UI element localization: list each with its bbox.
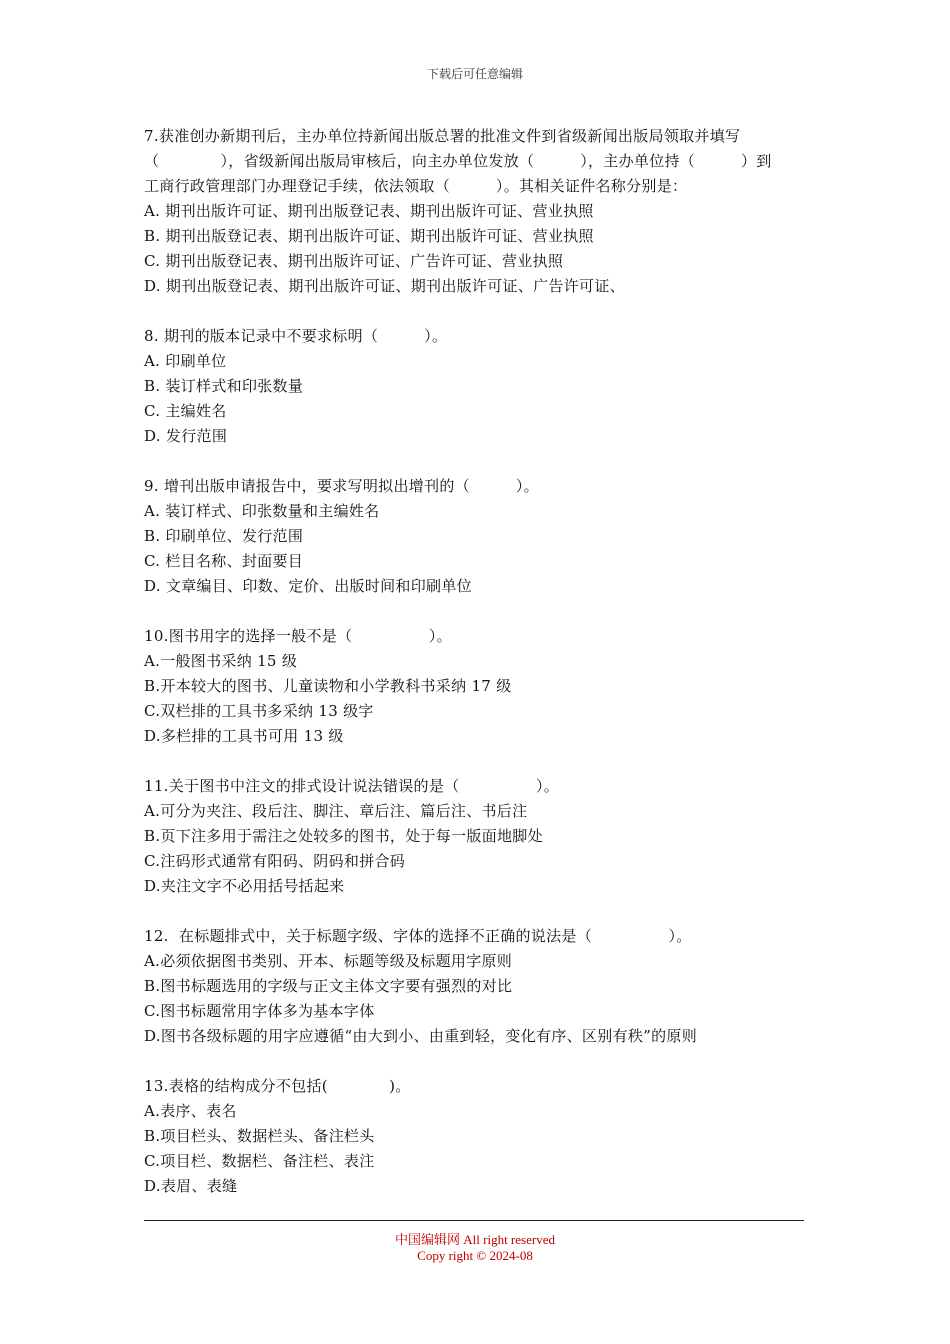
answer-option: D. 文章编目、印数、定价、出版时间和印刷单位 (144, 577, 472, 595)
answer-option: D. 发行范围 (144, 427, 228, 445)
question-stem-line: 11.关于图书中注文的排式设计说法错误的是（ ）。 (144, 777, 560, 795)
answer-option: D.表眉、表缝 (144, 1177, 238, 1195)
footer-divider (144, 1220, 804, 1221)
question-list (144, 124, 806, 1224)
answer-option: C. 主编姓名 (144, 402, 227, 420)
answer-option: D.多栏排的工具书可用 13 级 (144, 727, 344, 745)
answer-option: C. 栏目名称、封面要目 (144, 552, 304, 570)
answer-option: C.双栏排的工具书多采纳 13 级字 (144, 702, 374, 720)
question-stem-line: （ ），省级新闻出版局审核后，向主办单位发放（ ），主办单位持（ ）到 (144, 152, 772, 170)
question-block (144, 324, 806, 449)
question-block (144, 124, 806, 299)
question-stem-line: 12. 在标题排式中，关于标题字级、字体的选择不正确的说法是（ ）。 (144, 927, 692, 945)
answer-option: D.夹注文字不必用括号括起来 (144, 877, 345, 895)
answer-option: B.页下注多用于需注之处较多的图书，处于每一版面地脚处 (144, 827, 543, 845)
footer-date: Copy right © 2024-08 (417, 1248, 533, 1263)
question-stem-line: 工商行政管理部门办理登记手续，依法领取（ ）。其相关证件名称分别是： (144, 177, 688, 195)
answer-option: A.必须依据图书类别、开本、标题等级及标题用字原则 (144, 952, 513, 970)
question-block (144, 624, 806, 749)
answer-option: A.表序、表名 (144, 1102, 237, 1120)
answer-option: A. 装订样式、印张数量和主编姓名 (144, 502, 380, 520)
answer-option: A. 期刊出版许可证、期刊出版登记表、期刊出版许可证、营业执照 (144, 202, 594, 220)
question-block (144, 924, 806, 1049)
answer-option: D.图书各级标题的用字应遵循“由大到小、由重到轻，变化有序、区别有秩”的原则 (144, 1027, 697, 1045)
answer-option: A.一般图书采纳 15 级 (144, 652, 298, 670)
answer-option: B. 期刊出版登记表、期刊出版许可证、期刊出版许可证、营业执照 (144, 227, 594, 245)
answer-option: C.注码形式通常有阳码、阴码和拼合码 (144, 852, 406, 870)
question-block (144, 1074, 806, 1199)
footer-copyright: 中国编辑网 All right reserved (395, 1232, 555, 1247)
page-header: 下载后可任意编辑 (426, 67, 523, 81)
question-block (144, 474, 806, 599)
question-stem-line: 7.获准创办新期刊后，主办单位持新闻出版总署的批准文件到省级新闻出版局领取并填写 (144, 127, 741, 145)
answer-option: A.可分为夹注、段后注、脚注、章后注、篇后注、书后注 (144, 802, 528, 820)
answer-option: B.图书标题选用的字级与正文主体文字要有强烈的对比 (144, 977, 513, 995)
question-stem-line: 9. 增刊出版申请报告中，要求写明拟出增刊的（ ）。 (144, 477, 539, 495)
question-stem-line: 8. 期刊的版本记录中不要求标明（ ）。 (144, 327, 448, 345)
answer-option: B.项目栏头、数据栏头、备注栏头 (144, 1127, 375, 1145)
answer-option: D. 期刊出版登记表、期刊出版许可证、期刊出版许可证、广告许可证、 (144, 277, 625, 295)
page-footer (0, 1232, 950, 1264)
question-stem-line: 13.表格的结构成分不包括( )。 (144, 1077, 411, 1095)
answer-option: A. 印刷单位 (144, 352, 227, 370)
answer-option: C.图书标题常用字体多为基本字体 (144, 1002, 375, 1020)
answer-option: B. 装订样式和印张数量 (144, 377, 304, 395)
question-block (144, 774, 806, 899)
answer-option: C. 期刊出版登记表、期刊出版许可证、广告许可证、营业执照 (144, 252, 564, 270)
answer-option: B. 印刷单位、发行范围 (144, 527, 304, 545)
question-stem-line: 10.图书用字的选择一般不是（ ）。 (144, 627, 452, 645)
answer-option: C.项目栏、数据栏、备注栏、表注 (144, 1152, 375, 1170)
answer-option: B.开本较大的图书、儿童读物和小学教科书采纳 17 级 (144, 677, 512, 695)
